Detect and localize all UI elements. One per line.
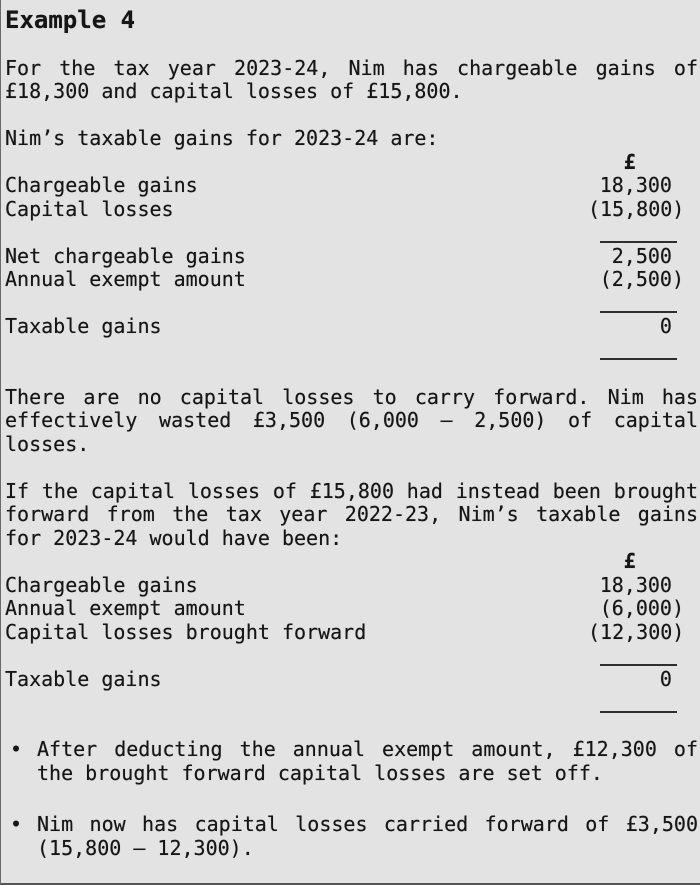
row-label: Annual exempt amount — [5, 596, 246, 620]
taxable-gains-computation-1 — [5, 127, 698, 362]
statement-row — [5, 245, 698, 269]
row-label: Taxable gains — [5, 666, 162, 691]
total-rule-line — [600, 241, 677, 243]
row-label: Chargeable gains — [5, 572, 198, 597]
row-label: Taxable gains — [5, 314, 162, 338]
bullet-text: After deducting the annual exempt amount, £12,300 of the brought forward capital losses are set off. — [37, 737, 698, 785]
total-rule-line — [600, 358, 677, 360]
computation-1-rows — [5, 151, 698, 363]
currency-symbol: £ — [623, 549, 684, 573]
statement-row — [5, 268, 698, 292]
currency-symbol: £ — [623, 149, 684, 174]
row-amount: (2,500) — [599, 267, 684, 291]
total-rule — [5, 644, 698, 668]
total-rule-line — [600, 711, 677, 713]
row-label: Annual exempt amount — [5, 267, 246, 291]
bullet-item — [5, 738, 698, 785]
statement-row — [5, 198, 698, 222]
row-label: Capital losses brought forward — [5, 619, 367, 644]
statement-row — [5, 621, 698, 645]
statement-row — [5, 174, 698, 198]
statement-row — [5, 315, 698, 339]
total-rule — [5, 339, 698, 363]
row-amount: (6,000) — [599, 596, 684, 620]
total-rule — [5, 691, 698, 715]
row-label: Capital losses — [5, 196, 174, 221]
row-amount: 2,500 — [611, 243, 684, 268]
row-amount: 0 — [659, 314, 684, 338]
bullet-text: Nim now has capital losses carried forward of £3,500 (15,800 – 12,300). — [37, 812, 698, 860]
total-rule — [5, 292, 698, 316]
row-amount: 18,300 — [599, 572, 684, 597]
statement-row — [5, 574, 698, 598]
row-amount: (12,300) — [588, 619, 685, 644]
currency-header-row — [5, 151, 698, 175]
computation-1-lead: Nim’s taxable gains for 2023-24 are: — [5, 126, 439, 150]
currency-header-row — [5, 550, 698, 574]
taxable-gains-computation-2 — [5, 550, 698, 715]
losses-wasted-paragraph: There are no capital losses to carry forward. Nim has effectively wasted £3,500 (6,000 – 2,500) of capital losses. — [5, 384, 698, 456]
row-amount: 18,300 — [599, 173, 684, 197]
row-label: Net chargeable gains — [5, 243, 246, 268]
bullet-marker-icon: • — [10, 737, 23, 761]
statement-row — [5, 668, 698, 692]
page-title: Example 4 — [5, 6, 136, 34]
intro-paragraph: For the tax year 2023-24, Nim has chargeable gains of £18,300 and capital losses of £15,800. — [5, 55, 698, 103]
statement-row — [5, 597, 698, 621]
bullet-item — [5, 813, 698, 860]
total-rule — [5, 221, 698, 245]
row-amount: (15,800) — [588, 196, 685, 221]
brought-forward-paragraph: If the capital losses of £15,800 had instead been brought forward from the tax year 2022-23, Nim’s taxable gains for 2023-24 would have been: — [5, 478, 698, 550]
row-label: Chargeable gains — [5, 173, 198, 197]
row-amount: 0 — [659, 666, 684, 691]
total-rule-line — [600, 311, 677, 313]
computation-2-rows — [5, 550, 698, 715]
bullet-marker-icon: • — [10, 812, 23, 836]
total-rule-line — [600, 664, 677, 666]
notes-bullet-list — [5, 738, 698, 860]
